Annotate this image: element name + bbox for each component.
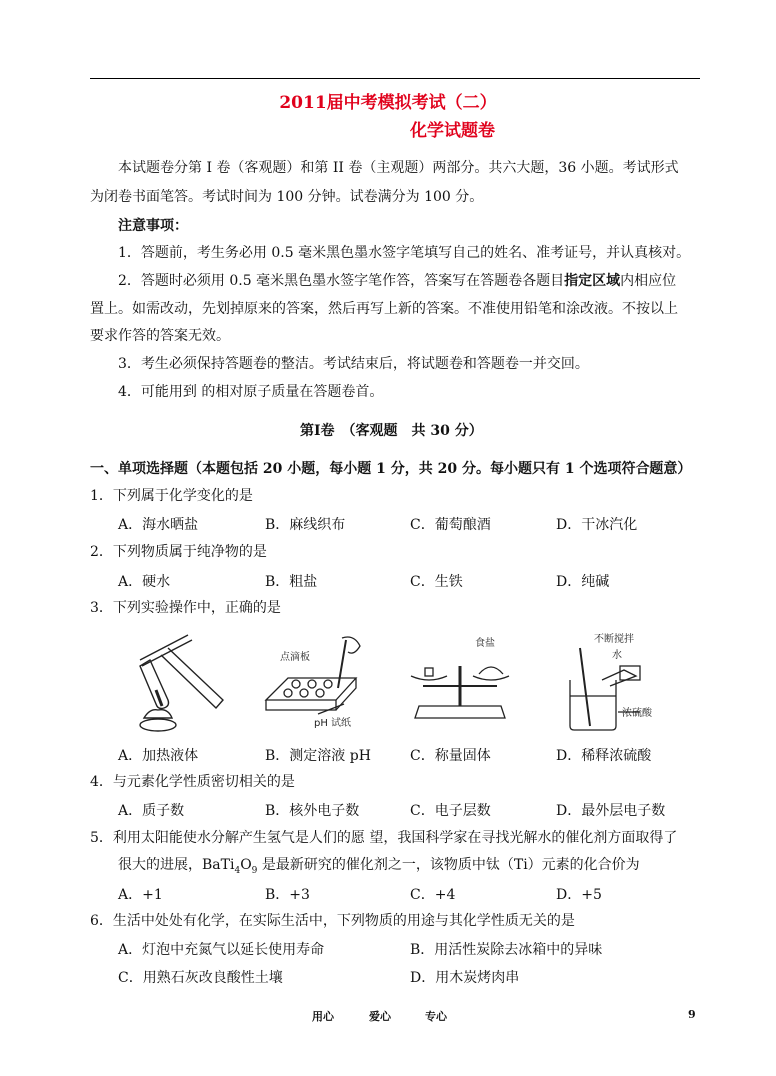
q4-option-a: A．质子数: [118, 803, 185, 819]
footer-word-1: 用心: [312, 1010, 334, 1023]
intro-line-1: 本试题卷分第 I 卷（客观题）和第 II 卷（主观题）两部分。共六大题，36 小题。考试形式: [118, 160, 679, 176]
q1-option-a: A．海水晒盐: [118, 517, 199, 533]
note-2-line-2: 置上。如需改动，先划掉原来的答案，然后再写上新的答案。不准使用铅笔和涂改液。不按以上: [90, 301, 678, 317]
label-conc-acid: 浓硫酸: [622, 708, 652, 719]
figure-dilute-acid: [560, 630, 670, 740]
q3-option-d: D．稀释浓硫酸: [556, 748, 652, 764]
q5-stem-line-1: 5．利用太阳能使水分解产生氢气是人们的愿 望，我国科学家在寻找光解水的催化剂方面取得了: [90, 830, 678, 846]
q6-option-a: A．灯泡中充氮气以延长使用寿命: [118, 942, 325, 958]
q6-stem: 6．生活中处处有化学，在实际生活中，下列物质的用途与其化学性质无关的是: [90, 913, 575, 929]
q2-option-b: B．粗盐: [265, 574, 318, 590]
label-spot-plate: 点滴板: [280, 652, 310, 663]
q5-option-c: C．+4: [410, 887, 456, 903]
test-tube: [140, 660, 169, 709]
q1-option-d: D．干冰汽化: [556, 517, 638, 533]
q4-option-b: B．核外电子数: [265, 803, 360, 819]
well: [308, 680, 316, 688]
well: [292, 680, 300, 688]
q3-option-c: C．称量固体: [410, 748, 491, 764]
q5-option-a: A．+1: [118, 887, 163, 903]
ph-paper-pointer: [318, 704, 344, 714]
label-stir: 不断搅拌: [594, 634, 634, 645]
glass-rod: [580, 648, 590, 726]
alcohol-lamp-flame: [144, 710, 172, 718]
alcohol-lamp: [140, 719, 176, 731]
test-tube-holder-top: [140, 635, 188, 660]
q6-option-d: D．用木炭烤肉串: [410, 970, 520, 986]
salt-pile: [479, 667, 503, 674]
weight: [425, 668, 433, 676]
q2-stem: 2．下列物质属于纯净物的是: [90, 544, 267, 560]
balance-base: [415, 706, 505, 718]
q6-option-b: B．用活性炭除去冰箱中的异味: [410, 942, 603, 958]
well: [324, 680, 332, 688]
exam-subtitle: 化学试题卷: [410, 121, 495, 141]
q4-option-d: D．最外层电子数: [556, 803, 666, 819]
q5-option-b: B．+3: [265, 887, 310, 903]
pouring-beaker: [602, 670, 636, 686]
figure-heating-liquid: [128, 630, 238, 735]
notes-heading: 注意事项：: [118, 218, 188, 234]
page-number: 9: [688, 1008, 696, 1021]
part-1-title: 一、单项选择题（本题包括 20 小题，每小题 1 分，共 20 分。每小题只有 1 个选项符合题意）: [90, 461, 692, 477]
test-tube-holder-bottom: [142, 640, 192, 666]
note-4: 4．可能用到 的相对原子质量在答题卷首。: [118, 384, 384, 400]
section-1-title: 第Ⅰ卷 （客观题 共 30 分）: [300, 423, 483, 439]
q1-stem: 1．下列属于化学变化的是: [90, 488, 253, 504]
figure-balance: [405, 632, 515, 732]
label-ph-paper: pH 试纸: [314, 718, 352, 729]
well: [316, 689, 324, 697]
note-1: 1．答题前，考生务必用 0.5 毫米黑色墨水签字笔填写自己的姓名、准考证号，并认真核对。: [118, 245, 691, 261]
beaker: [570, 680, 616, 730]
right-pan: [473, 676, 509, 680]
q2-option-c: C．生铁: [410, 574, 463, 590]
liquid-in-tube: [156, 690, 162, 706]
q2-option-d: D．纯碱: [556, 574, 610, 590]
q1-option-b: B．麻线织布: [265, 517, 346, 533]
figure-ph-test: [258, 630, 368, 740]
note-2-line-1: 2．答题时必须用 0.5 毫米黑色墨水签字笔作答，答案写在答题卷各题目指定区域内相应位: [118, 273, 677, 289]
q5-option-d: D．+5: [556, 887, 602, 903]
label-water: 水: [612, 650, 622, 661]
q3-option-b: B．测定溶液 pH: [265, 748, 371, 764]
q1-option-c: C．葡萄酿酒: [410, 517, 491, 533]
q4-option-c: C．电子层数: [410, 803, 491, 819]
q4-stem: 4．与元素化学性质密切相关的是: [90, 774, 295, 790]
well: [300, 689, 308, 697]
note-2-line-3: 要求作答的答案无效。: [90, 328, 230, 344]
note-3: 3．考生必须保持答题卷的整洁。考试结束后，将试题卷和答题卷一并交回。: [118, 356, 589, 372]
spot-plate-top: [266, 678, 356, 700]
label-salt: 食盐: [475, 638, 495, 649]
footer-word-3: 专心: [425, 1010, 447, 1023]
intro-line-2: 为闭卷书面笔答。考试时间为 100 分钟。试卷满分为 100 分。: [90, 189, 484, 205]
q3-stem: 3．下列实验操作中，正确的是: [90, 600, 281, 616]
dropper: [338, 640, 346, 688]
specified-area-text: 指定区域: [564, 273, 621, 289]
well: [284, 689, 292, 697]
q3-option-a: A．加热液体: [118, 748, 199, 764]
footer-word-2: 爱心: [369, 1010, 391, 1023]
q2-option-a: A．硬水: [118, 574, 171, 590]
q5-stem-line-2: 很大的进展，$BaTi_4O_9$ 是最新研究的催化剂之一，该物质中钛（Ti）元素的化合价为: [118, 857, 640, 876]
exam-title: 2011届中考模拟考试（二）: [279, 93, 497, 113]
holder-handle: [161, 648, 223, 708]
spot-plate-front: [266, 700, 336, 710]
header-rule: [90, 78, 700, 79]
q6-option-c: C．用熟石灰改良酸性土壤: [118, 970, 283, 986]
